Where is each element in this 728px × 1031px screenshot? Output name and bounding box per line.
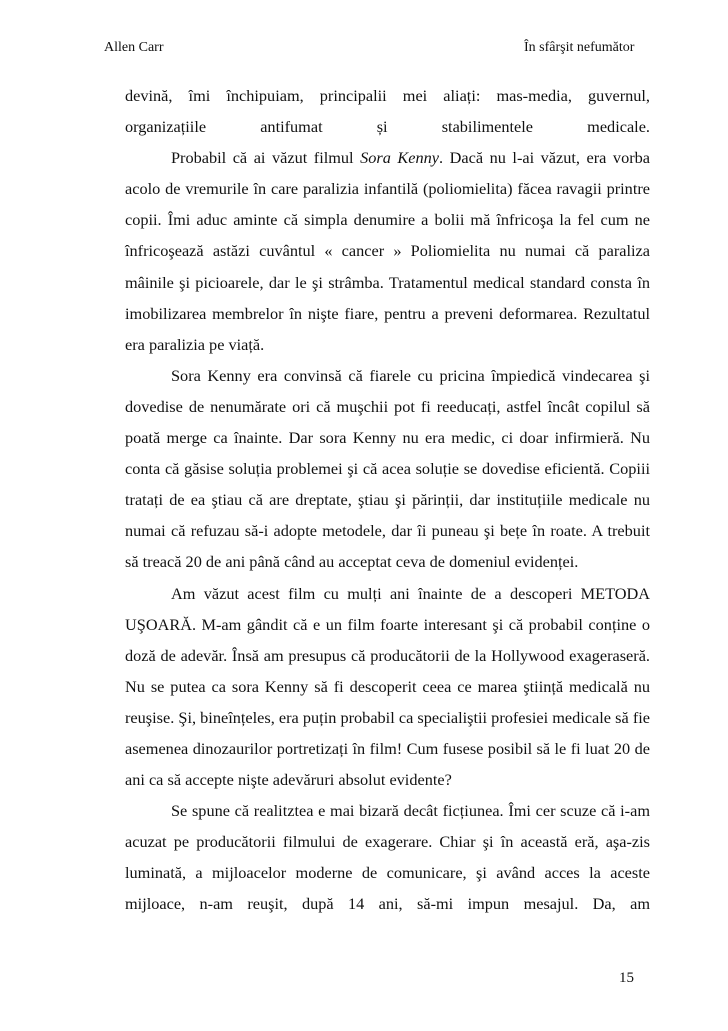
page-body bbox=[125, 80, 650, 920]
paragraph: devină, îmi închipuiam, principalii mei aliați: mas-media, guvernul, organizațiile antifumat și stabilimentele medicale. bbox=[125, 86, 650, 137]
paragraph: Am văzut acest film cu mulți ani înainte de a descoperi METODA UŞOARĂ. M-am gândit că e un film foarte interesant şi că probabil conține o doză de adevăr. Însă am presupus că producătorii de la Hollywood exageraseră. Nu se putea ca sora Kenny să fi descoperit ceea ce marea ştiință medicală nu reuşise. Şi, bineînțeles, era puțin probabil ca specialiştii profesiei medicale să fie asemenea dinozaurilor portretizați în film! Cum fusese posibil să le fi luat 20 de ani ca să accepte nişte adevăruri absolut evidente? bbox=[125, 583, 650, 790]
page-number: 15 bbox=[619, 970, 634, 986]
running-header-title: În sfârşit nefumător bbox=[524, 40, 635, 55]
film-title: Sora Kenny bbox=[360, 148, 440, 168]
paragraph: Se spune că realitztea e mai bizară decât ficțiunea. Îmi cer scuze că i-am acuzat pe producătorii filmului de exagerare. Chiar şi în această eră, aşa-zis luminată, a mijloacelor moderne de comunicare, şi având acces la aceste mijloace, n-am reuşit, după 14 ani, să-mi impun mesajul. Da, am bbox=[125, 801, 650, 914]
paragraph: Probabil că ai văzut filmul Sora Kenny. Dacă nu l-ai văzut, era vorba acolo de vremurile în care paralizia infantilă (poliomielita) făcea ravagii printre copii. Îmi aduc aminte că simpla denumire a bolii mă înfricoşa la fel cum ne înfricoşează astăzi cuvântul « cancer » Poliomielita nu numai că paraliza mâinile şi picioarele, dar le şi strâmba. Tratamentul medical standard consta în imobilizarea membrelor în nişte fiare, pentru a preveni deformarea. Rezultatul era paralizia pe viață. bbox=[125, 148, 650, 354]
paragraph: Sora Kenny era convinsă că fiarele cu pricina împiedică vindecarea şi dovedise de nenumărate ori că muşchii pot fi reeducați, astfel încât copilul să poată merge ca înainte. Dar sora Kenny nu era medic, ci doar infirmieră. Nu conta că găsise soluția problemei şi că acea soluție se dovedise eficientă. Copiii tratați de ea ştiau că are dreptate, ştiau şi părinții, dar instituțiile medicale nu numai că refuzau să-i adopte metodele, dar îi puneau şi bețe în roate. A trebuit să treacă 20 de ani până când au acceptat ceva de domeniul evidenței. bbox=[125, 365, 650, 572]
running-header-author: Allen Carr bbox=[104, 40, 164, 55]
